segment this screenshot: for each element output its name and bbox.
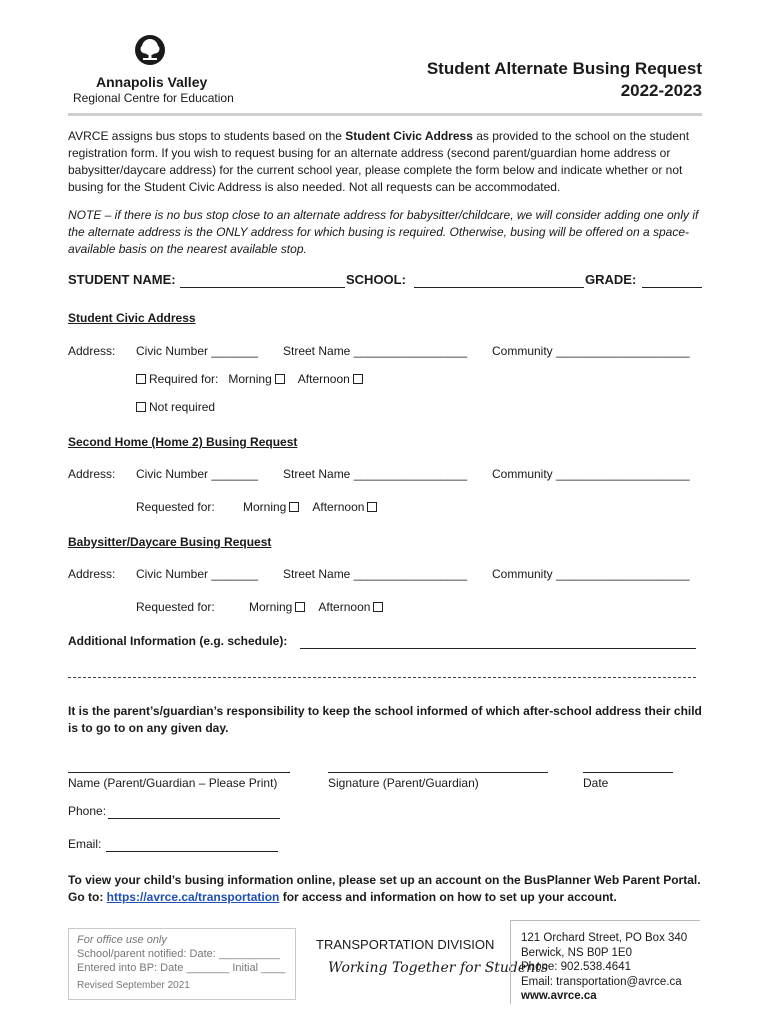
email-field[interactable] (106, 851, 278, 852)
portal-text: To view your child’s busing information online, please set up an account on the BusPlanner Web Parent Portal. Go to: https://avrce.ca/transportation for access and information on how to set up your account. (68, 873, 701, 904)
babysitter-street-field[interactable]: Street Name _________________ (283, 567, 468, 581)
email-label: Email: (68, 837, 102, 851)
civic-afternoon-checkbox[interactable] (353, 374, 363, 384)
grade-label: GRADE: (585, 272, 637, 287)
office-line-1: School/parent notified: Date: __________ (77, 948, 281, 960)
babysitter-morning-checkbox[interactable] (295, 602, 305, 612)
civic-community-field[interactable]: Community ____________________ (492, 344, 690, 358)
tree-logo-icon (134, 34, 166, 66)
home2-afternoon-checkbox[interactable] (367, 502, 377, 512)
parent-name-label: Name (Parent/Guardian – Please Print) (68, 776, 278, 790)
form-title: Student Alternate Busing Request (426, 59, 702, 78)
civic-required-row: Required for: Morning Afternoon (136, 372, 366, 386)
civic-street-field[interactable]: Street Name _________________ (283, 344, 468, 358)
header-rule (68, 113, 702, 116)
org-subname: Regional Centre for Education (73, 91, 234, 105)
signature-field[interactable] (328, 772, 548, 773)
babysitter-heading: Babysitter/Daycare Busing Request (68, 535, 272, 549)
home2-number-field[interactable]: Civic Number _______ (136, 467, 259, 481)
footer-divider (510, 920, 511, 1004)
additional-info-field[interactable] (300, 648, 696, 649)
school-label: SCHOOL: (346, 272, 406, 287)
school-field[interactable] (414, 287, 584, 288)
org-name: Annapolis Valley (96, 74, 208, 90)
office-revised: Revised September 2021 (77, 980, 190, 991)
babysitter-address-label: Address: (68, 567, 116, 581)
civic-address-label: Address: (68, 344, 116, 358)
contact-block (521, 931, 687, 1004)
additional-info-line-2[interactable] (68, 677, 696, 678)
date-label: Date (583, 776, 609, 790)
babysitter-times-row: Morning Afternoon (249, 600, 386, 614)
date-field[interactable] (583, 772, 673, 773)
phone-field[interactable] (108, 818, 280, 819)
intro-paragraph: AVRCE assigns bus stops to students based on the Student Civic Address as provided to the school on the student registration form. If you wish to request busing for an alternate address (second parent/guardian home address or babysitter/daycare address) for the current school year, please complete the form below and indicate whether or not busing for the Student Civic Address is also needed. Not all requests can be accommodated. (68, 129, 690, 194)
contact-address-2: Berwick, NS B0P 1E0 (521, 946, 633, 959)
home2-community-field[interactable]: Community ____________________ (492, 467, 690, 481)
grade-field[interactable] (642, 287, 702, 288)
division-motto: Working Together for Students (328, 960, 549, 976)
babysitter-afternoon-checkbox[interactable] (373, 602, 383, 612)
additional-info-label: Additional Information (e.g. schedule): (68, 634, 288, 648)
parent-name-field[interactable] (68, 772, 290, 773)
home2-times-row: Morning Afternoon (243, 500, 380, 514)
civic-not-required-row: Not required (136, 400, 215, 414)
signature-label: Signature (Parent/Guardian) (328, 776, 479, 790)
office-line-2: Entered into BP: Date _______ Initial ____ (77, 962, 286, 974)
office-use-box (68, 928, 296, 1000)
division-name: TRANSPORTATION DIVISION (316, 937, 495, 952)
home2-heading: Second Home (Home 2) Busing Request (68, 435, 298, 449)
contact-phone: Phone: 902.538.4641 (521, 961, 631, 973)
babysitter-community-field[interactable]: Community ____________________ (492, 567, 690, 581)
required-checkbox[interactable] (136, 374, 146, 384)
home2-requested-label: Requested for: (136, 500, 215, 514)
footer-rule (510, 920, 700, 921)
home2-street-field[interactable]: Street Name _________________ (283, 467, 468, 481)
babysitter-requested-label: Requested for: (136, 600, 215, 614)
transportation-link[interactable]: https://avrce.ca/transportation (106, 890, 280, 904)
student-name-label: STUDENT NAME: (68, 272, 176, 287)
civic-morning-checkbox[interactable] (275, 374, 285, 384)
office-title: For office use only (77, 934, 167, 946)
responsibility-text: It is the parent’s/guardian’s responsibility to keep the school informed of which after-school address their child is to go to on any given day. (68, 704, 702, 735)
note-paragraph: NOTE – if there is no bus stop close to an alternate address for babysitter/childcare, we will consider adding one only if the alternate address is the ONLY address for which busing is required. Otherwise, busing will be offered on a space-available basis on the nearest available stop. (68, 208, 699, 256)
contact-email[interactable]: Email: transportation@avrce.ca (521, 975, 682, 988)
civic-heading: Student Civic Address (68, 311, 196, 325)
student-name-field[interactable] (180, 287, 345, 288)
civic-number-field[interactable]: Civic Number _______ (136, 344, 259, 358)
babysitter-number-field[interactable]: Civic Number _______ (136, 567, 259, 581)
contact-website[interactable]: www.avrce.ca (521, 990, 597, 1002)
phone-label: Phone: (68, 804, 107, 818)
home2-address-label: Address: (68, 467, 116, 481)
home2-morning-checkbox[interactable] (289, 502, 299, 512)
form-year: 2022-2023 (620, 81, 702, 100)
not-required-checkbox[interactable] (136, 402, 146, 412)
contact-address-1: 121 Orchard Street, PO Box 340 (521, 932, 688, 944)
